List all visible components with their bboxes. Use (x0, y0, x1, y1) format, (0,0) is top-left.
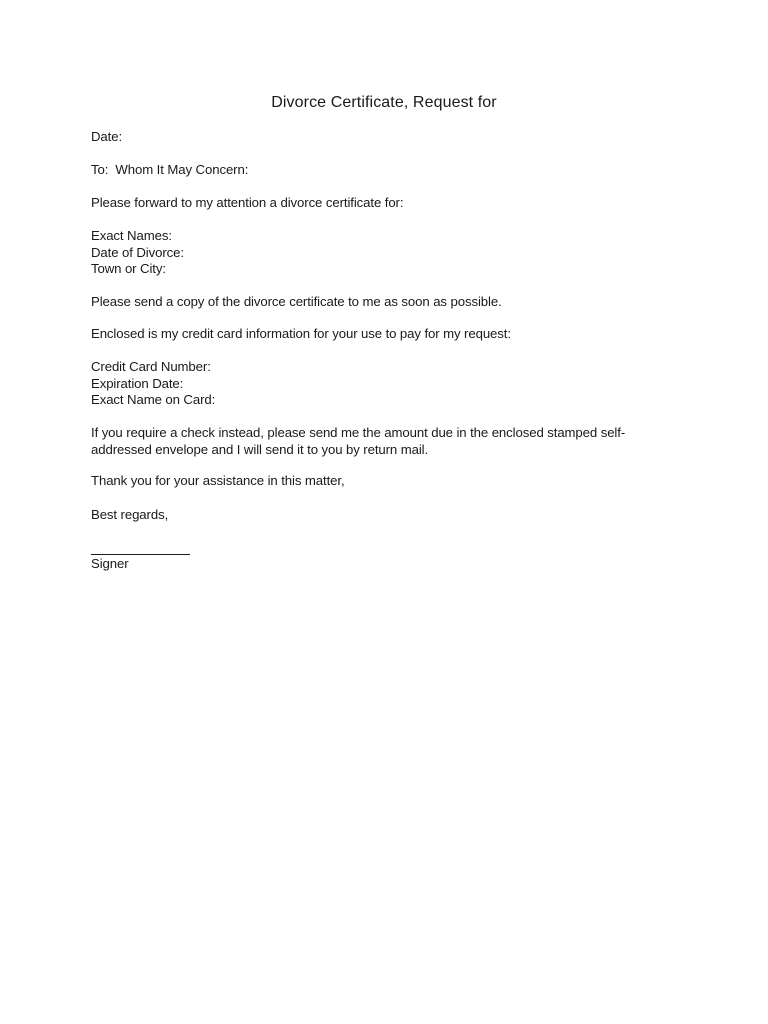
date-line (91, 129, 691, 146)
check-paragraph (91, 425, 691, 458)
field-exact-name-on-card: Exact Name on Card: (91, 392, 216, 407)
check-text-line-2: addressed envelope and I will send it to you by return mail. (91, 441, 429, 457)
signature-line (91, 554, 190, 555)
field-credit-card-number: Credit Card Number: (91, 359, 211, 374)
salutation (91, 162, 691, 179)
intro-text: Please forward to my attention a divorce certificate for: (91, 195, 404, 210)
document-title: Divorce Certificate, Request for (271, 94, 497, 111)
enclosed-text: Enclosed is my credit card information for your use to pay for my request: (91, 326, 511, 341)
field-town-or-city: Town or City: (91, 261, 166, 276)
to-line: To: Whom It May Concern: (91, 162, 249, 177)
thanks-paragraph (91, 473, 691, 490)
closing-paragraph (91, 507, 691, 524)
thanks-text: Thank you for your assistance in this matter, (91, 473, 345, 488)
field-date-of-divorce: Date of Divorce: (91, 244, 184, 260)
date-label: Date: (91, 129, 123, 144)
send-copy-text: Please send a copy of the divorce certificate to me as soon as possible. (91, 294, 502, 309)
enclosed-paragraph (91, 326, 691, 343)
check-text-line-1: If you require a check instead, please send me the amount due in the enclosed stamped self- (91, 425, 626, 440)
field-expiration-date: Expiration Date: (91, 375, 184, 391)
certificate-fields (91, 228, 691, 278)
intro-paragraph (91, 195, 691, 212)
closing-text: Best regards, (91, 507, 169, 522)
field-exact-names: Exact Names: (91, 228, 172, 243)
signer-label: Signer (91, 556, 129, 571)
send-copy-paragraph (91, 294, 691, 311)
payment-fields (91, 359, 691, 409)
signer-block (91, 556, 691, 573)
